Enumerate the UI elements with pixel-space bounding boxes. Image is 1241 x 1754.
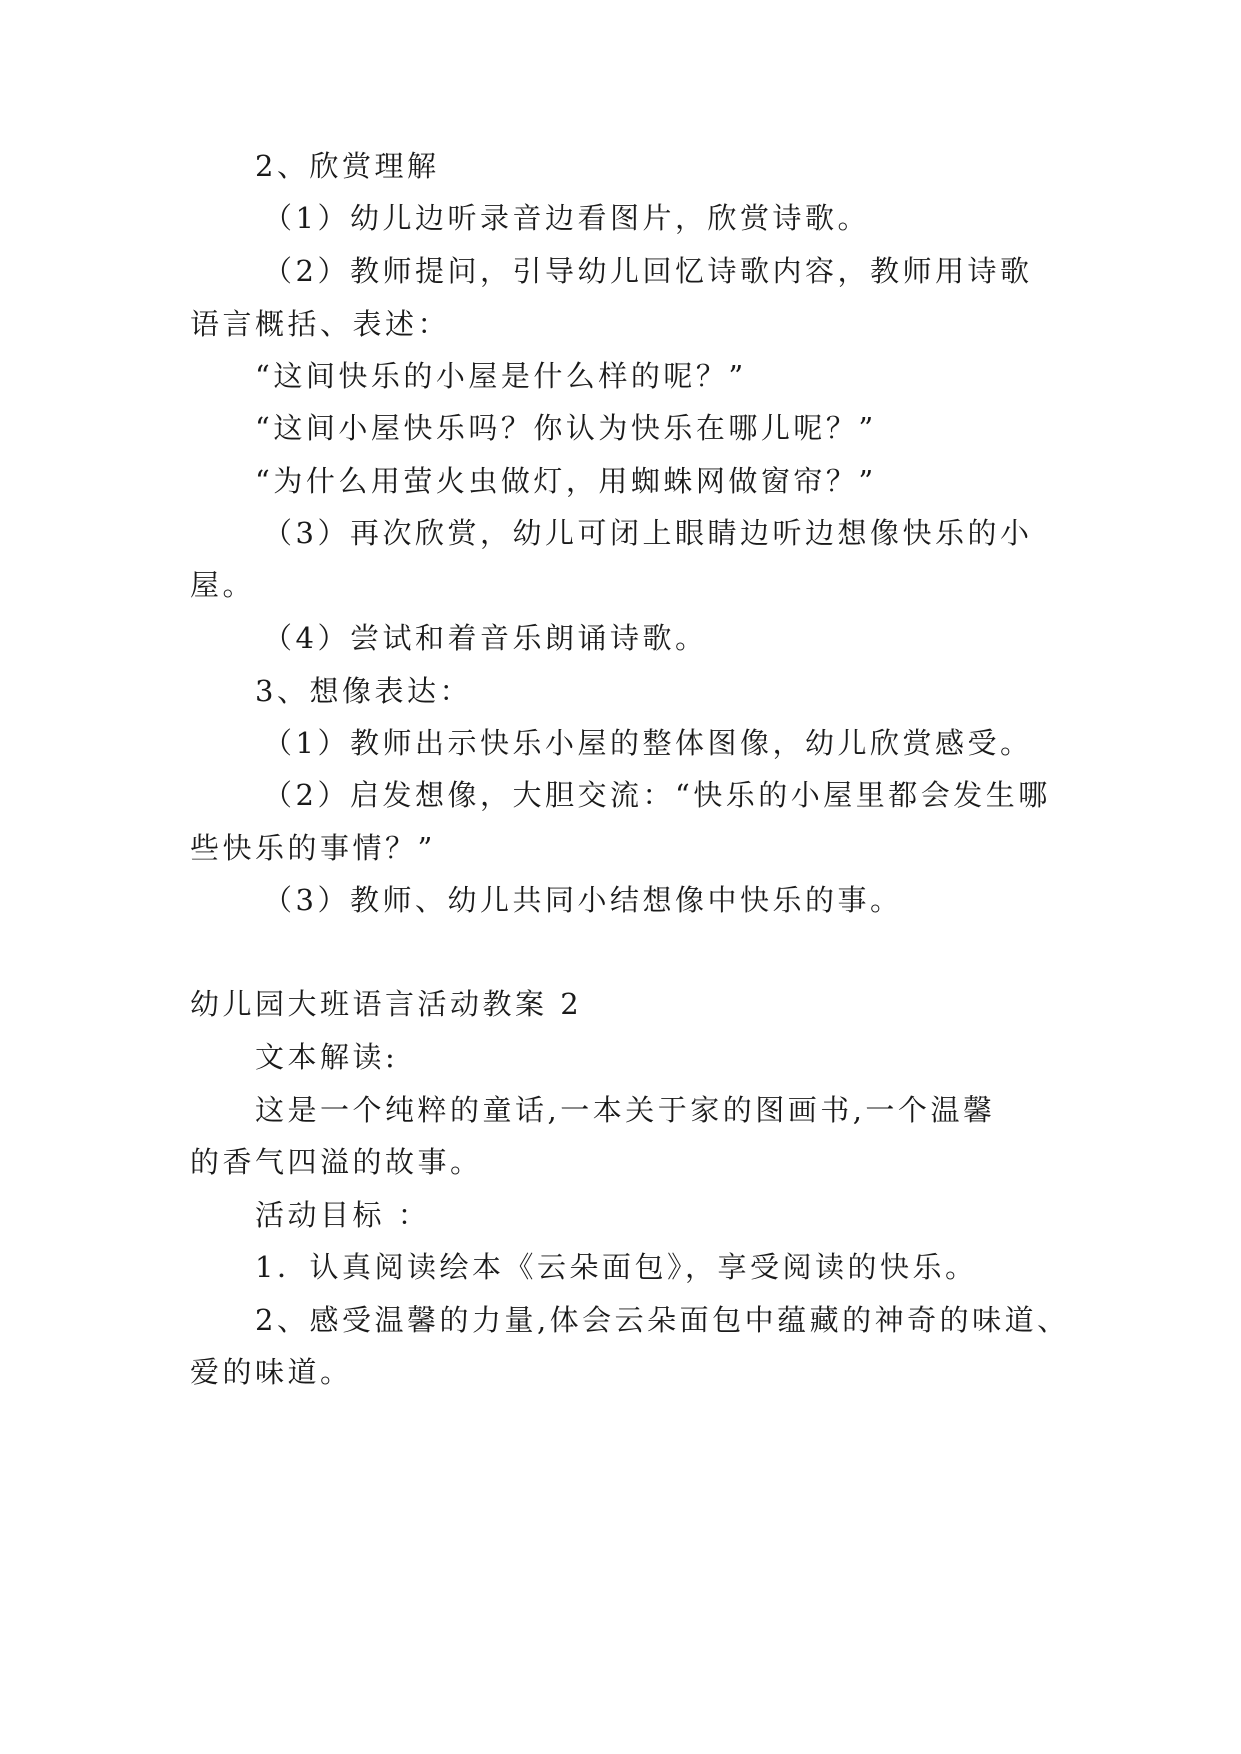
section-heading: 3、想像表达： [255, 674, 472, 708]
section-label: 文本解读: [255, 1040, 399, 1074]
quoted-question: “这间快乐的小屋是什么样的呢？” [255, 359, 747, 393]
goal-item-continuation: 爱的味道。 [190, 1355, 353, 1389]
paragraph-line: 的香气四溢的故事。 [190, 1145, 483, 1179]
list-item: （4）尝试和着音乐朗诵诗歌。 [263, 621, 708, 655]
list-item: （3）教师、幼儿共同小结想像中快乐的事。 [263, 883, 903, 917]
list-item-continuation: 屋。 [190, 568, 256, 602]
list-item: （1）幼儿边听录音边看图片，欣赏诗歌。 [263, 201, 870, 235]
list-item: （3）再次欣赏，幼儿可闭上眼睛边听边想像快乐的小 [263, 516, 1033, 550]
goal-item: 2、感受温馨的力量,体会云朵面包中蕴藏的神奇的味道、 [255, 1303, 1070, 1337]
list-item-continuation: 语言概括、表述： [190, 307, 451, 341]
list-item-continuation: 些快乐的事情？” [190, 831, 436, 865]
document-title: 幼儿园大班语言活动教案 2 [190, 987, 583, 1021]
paragraph-line: 这是一个纯粹的童话,一本关于家的图画书,一个温馨 [255, 1093, 996, 1127]
quoted-question: “为什么用萤火虫做灯，用蜘蛛网做窗帘？” [255, 464, 877, 498]
quoted-question: “这间小屋快乐吗？你认为快乐在哪儿呢？” [255, 411, 877, 445]
goal-item: 1．认真阅读绘本《云朵面包》，享受阅读的快乐。 [255, 1250, 978, 1284]
section-heading: 2、欣赏理解 [255, 149, 440, 183]
list-item: （1）教师出示快乐小屋的整体图像，幼儿欣赏感受。 [263, 726, 1033, 760]
list-item: （2）启发想像，大胆交流：“快乐的小屋里都会发生哪 [263, 778, 1051, 812]
list-item: （2）教师提问，引导幼儿回忆诗歌内容，教师用诗歌 [263, 254, 1033, 288]
section-label: 活动目标 ： [255, 1198, 431, 1232]
